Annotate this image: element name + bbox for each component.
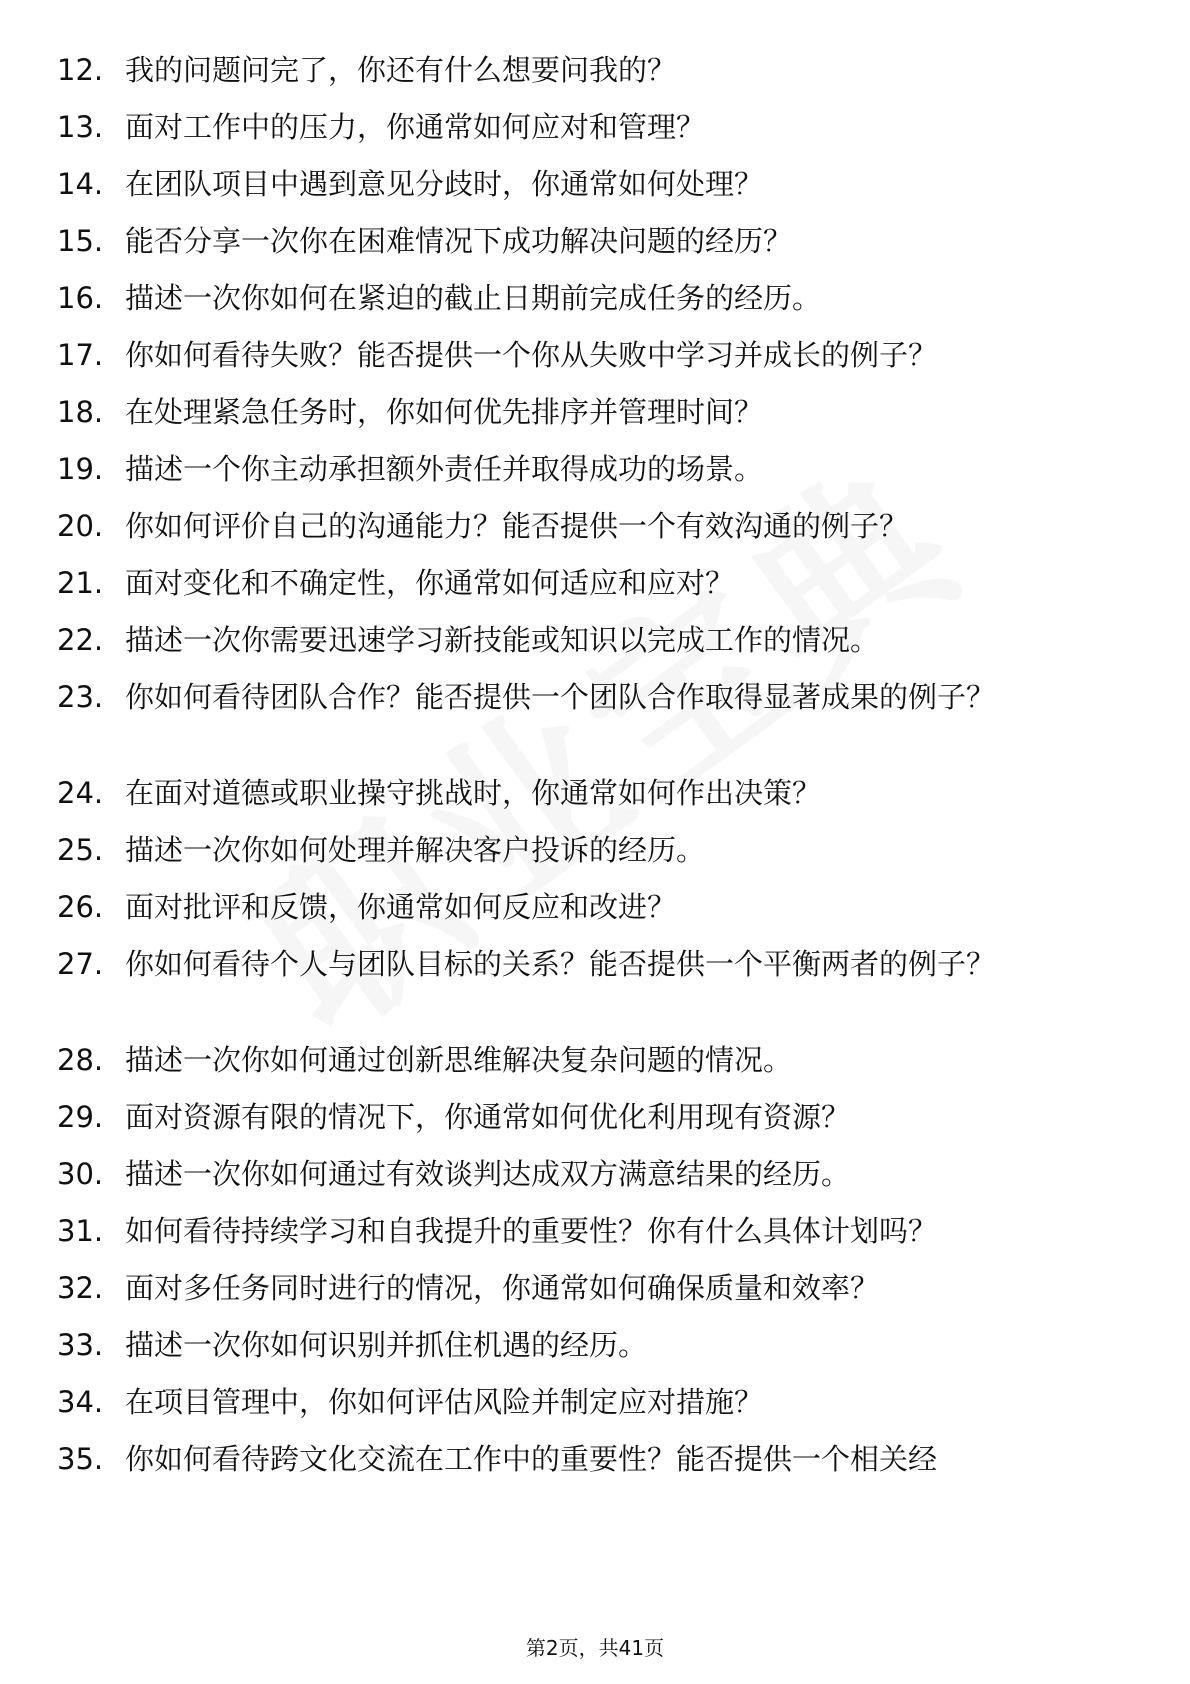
question-number: 16. xyxy=(57,281,104,315)
question-text: 面对工作中的压力，你通常如何应对和管理？ xyxy=(125,110,706,144)
question-text: 面对批评和反馈，你通常如何反应和改进？ xyxy=(125,890,677,924)
question-text: 你如何看待失败？能否提供一个你从失败中学习并成长的例子？ xyxy=(125,338,938,372)
question-text: 你如何看待团队合作？能否提供一个团队合作取得显著成果的例子？ xyxy=(125,680,996,714)
question-number: 22. xyxy=(57,623,104,657)
question-number: 15. xyxy=(57,224,104,258)
question-text: 在处理紧急任务时，你如何优先排序并管理时间？ xyxy=(125,395,764,429)
question-number: 33. xyxy=(57,1328,104,1362)
question-number: 14. xyxy=(57,167,104,201)
question-text: 面对变化和不确定性，你通常如何适应和应对？ xyxy=(125,566,735,600)
question-text: 在团队项目中遇到意见分歧时，你通常如何处理？ xyxy=(125,167,764,201)
question-text: 描述一个你主动承担额外责任并取得成功的场景。 xyxy=(125,452,764,486)
question-number: 34. xyxy=(57,1385,104,1419)
question-number: 18. xyxy=(57,395,104,429)
question-text: 描述一次你如何通过有效谈判达成双方满意结果的经历。 xyxy=(125,1157,851,1191)
question-number: 30. xyxy=(57,1157,104,1191)
question-number: 26. xyxy=(57,890,104,924)
question-text: 你如何评价自己的沟通能力？能否提供一个有效沟通的例子？ xyxy=(125,509,909,543)
question-text: 在面对道德或职业操守挑战时，你通常如何作出决策？ xyxy=(125,776,822,810)
question-number: 21. xyxy=(57,566,104,600)
question-number: 28. xyxy=(57,1043,104,1077)
question-number: 24. xyxy=(57,776,104,810)
question-number: 17. xyxy=(57,338,104,372)
question-number: 13. xyxy=(57,110,104,144)
question-number: 19. xyxy=(57,452,104,486)
question-number: 32. xyxy=(57,1271,104,1305)
question-number: 27. xyxy=(57,947,104,981)
question-text: 面对资源有限的情况下，你通常如何优化利用现有资源？ xyxy=(125,1100,851,1134)
question-text: 能否分享一次你在困难情况下成功解决问题的经历？ xyxy=(125,224,793,258)
question-number: 12. xyxy=(57,53,104,87)
question-number: 25. xyxy=(57,833,104,867)
question-number: 20. xyxy=(57,509,104,543)
page-footer: 第2页，共41页 xyxy=(525,1636,665,1660)
question-text: 在项目管理中，你如何评估风险并制定应对措施？ xyxy=(125,1385,764,1419)
question-text: 描述一次你如何通过创新思维解决复杂问题的情况。 xyxy=(125,1043,793,1077)
question-text: 描述一次你需要迅速学习新技能或知识以完成工作的情况。 xyxy=(125,623,880,657)
question-text: 你如何看待个人与团队目标的关系？能否提供一个平衡两者的例子？ xyxy=(125,947,996,981)
question-text: 描述一次你如何在紧迫的截止日期前完成任务的经历。 xyxy=(125,281,822,315)
question-number: 23. xyxy=(57,680,104,714)
question-text: 描述一次你如何识别并抓住机遇的经历。 xyxy=(125,1328,648,1362)
question-number: 29. xyxy=(57,1100,104,1134)
question-number: 31. xyxy=(57,1214,104,1248)
question-text: 我的问题问完了，你还有什么想要问我的？ xyxy=(125,53,677,87)
question-number: 35. xyxy=(57,1442,104,1476)
question-text: 面对多任务同时进行的情况，你通常如何确保质量和效率？ xyxy=(125,1271,880,1305)
question-text: 你如何看待跨文化交流在工作中的重要性？能否提供一个相关经 xyxy=(125,1442,938,1476)
question-text: 描述一次你如何处理并解决客户投诉的经历。 xyxy=(125,833,706,867)
question-text: 如何看待持续学习和自我提升的重要性？你有什么具体计划吗？ xyxy=(125,1214,938,1248)
